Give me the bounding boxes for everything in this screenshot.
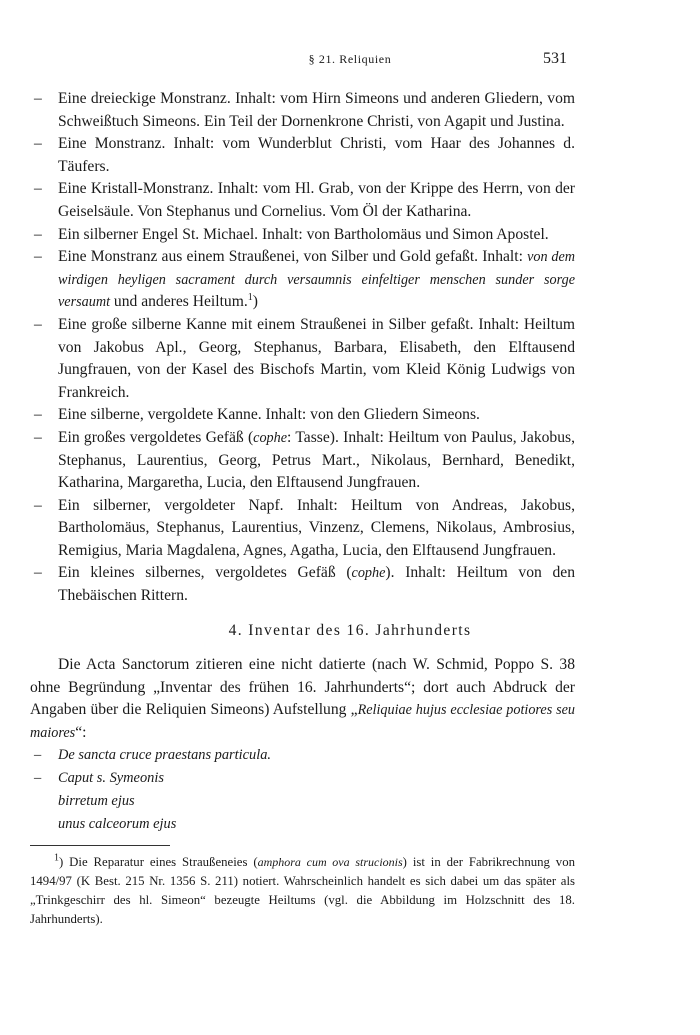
footnote [30, 853, 575, 929]
footnote-text: ) Die Reparatur eines Straußeneies ( [59, 855, 258, 869]
latin-text: birretum ejus [58, 793, 135, 809]
page-number: 531 [543, 50, 567, 67]
item-dash: – [34, 180, 42, 198]
list-item [30, 88, 575, 133]
item-dash: – [34, 248, 42, 266]
page-header [0, 50, 700, 70]
latin-line [30, 767, 575, 790]
latin-text: De sancta cruce praestans particula. [58, 747, 272, 763]
latin-line [30, 790, 575, 813]
section-heading: 4. Inventar des 16. Jahrhunderts [228, 622, 472, 639]
list-item [30, 246, 575, 314]
item-dash: – [34, 496, 42, 514]
item-text: Ein silberner, vergoldeter Napf. Inhalt: Heiltum von Andreas, Jakobus, Bartholomäus, Stephanus, Laurentius, Vinzenz, Clemens, Nikolaus, Ambrosius, Remigius, Maria Magdalena, Agnes, Agatha, Lucia, den Elftausend Jungfrauen. [58, 496, 575, 559]
item-text: Eine große silberne Kanne mit einem Straußenei in Silber gefaßt. Inhalt: Heiltum von Jakobus Apl., Georg, Stephanus, Barbara, Elisabeth, den Elftausend Jungfrauen, von der Kasel des Bischofs Martin, vom Kleid König Ludwigs von Frankreich. [58, 315, 575, 401]
item-dash: – [34, 135, 42, 153]
item-text: Eine Monstranz aus einem Straußenei, von Silber und Gold gefaßt. Inhalt: [58, 248, 523, 266]
item-dash: – [34, 564, 42, 582]
list-item [30, 562, 575, 607]
item-text-after: ). Inhalt: Heiltum von den Thebäischen Rittern. [58, 564, 575, 605]
list-item [30, 178, 575, 223]
footnote-text-after: ) ist in der Fabrikrechnung von 1494/97 (K Best. 215 Nr. 1356 S. 211) notiert. Wahrscheinlich handelt es sich dabei um das später als „Trinkgeschirr des hl. Simeon“ bezeugte Heiltums (vgl. die Abbildung im Holzschnitt des 18. Jahrhunderts). [30, 855, 575, 926]
latin-dash: – [34, 747, 42, 763]
latin-text: unus calceorum ejus [58, 816, 177, 832]
item-text: Eine Monstranz. Inhalt: vom Wunderblut Christi, vom Haar des Johannes d. Täufers. [58, 135, 575, 175]
item-text-after: und anderes Heiltum. [113, 293, 248, 311]
list-item [30, 427, 575, 495]
list-item [30, 314, 575, 404]
intro-paragraph [30, 654, 575, 744]
latin-line [30, 813, 575, 836]
item-dash: – [34, 90, 42, 107]
footnote-marker: 1 [54, 852, 59, 864]
item-text: Eine dreieckige Monstranz. Inhalt: vom Hirn Simeons und anderen Gliedern, vom Schweißtuch Simeons. Ein Teil der Dornenkrone Christi, von Agapit und Justina. [58, 90, 575, 130]
reliquary-list [30, 88, 575, 608]
running-head: § 21. Reliquien [308, 52, 392, 66]
latin-line [30, 744, 575, 767]
item-dash: – [34, 428, 42, 446]
intro-text: Die Acta Sanctorum zitieren eine nicht datierte (nach W. Schmid, Poppo S. 38 ohne Begründung „Inventar des frühen 16. Jahrhunderts“; dort auch Abdruck der Angaben über die Reliquien Simeons) Aufstellung „ [30, 656, 575, 719]
list-item [30, 404, 575, 427]
item-dash: – [34, 225, 42, 243]
item-text: Ein kleines silbernes, vergoldetes Gefäß ( [58, 564, 352, 582]
item-italic-term: cophe [351, 565, 386, 582]
item-text: Eine Kristall-Monstranz. Inhalt: vom Hl. Grab, von der Krippe des Herrn, von der Geiselsäule. Von Stephanus und Cornelius. Vom Öl der Katharina. [58, 180, 575, 220]
footnote-reference: 1 [247, 292, 253, 304]
item-dash: – [34, 406, 42, 424]
item-text: Eine silberne, vergoldete Kanne. Inhalt: von den Gliedern Simeons. [58, 406, 480, 424]
intro-italic-title: Reliquiae hujus ecclesiae potiores seu maiores [30, 702, 576, 741]
latin-list [30, 744, 575, 836]
list-item [30, 133, 575, 178]
item-text: Ein silberner Engel St. Michael. Inhalt: von Bartholomäus und Simon Apostel. [58, 225, 549, 243]
list-item [30, 224, 575, 247]
intro-text-after: “: [75, 723, 87, 741]
item-italic-term: cophe [253, 429, 288, 446]
latin-text: Caput s. Symeonis [58, 770, 164, 786]
item-text-after: : Tasse). Inhalt: Heiltum von Paulus, Jakobus, Stephanus, Laurentius, Georg, Petrus Mart., Nikolaus, Bernhard, Benedikt, Katharina, Margaretha, Lucia, den Elftausend Jungfrauen. [58, 428, 575, 492]
footnote-italic-quote: amphora cum ova strucionis [257, 855, 403, 869]
latin-dash: – [34, 770, 42, 786]
footnote-reference-paren: ) [252, 293, 258, 311]
item-text: Ein großes vergoldetes Gefäß ( [58, 428, 254, 446]
footnote-divider [30, 845, 170, 846]
item-dash: – [34, 315, 42, 333]
item-italic-quote: von dem wirdigen heyligen sacrament durch versaumnis einfeltiger menschen sunder sorge versaumt [58, 249, 575, 311]
list-item [30, 495, 575, 563]
